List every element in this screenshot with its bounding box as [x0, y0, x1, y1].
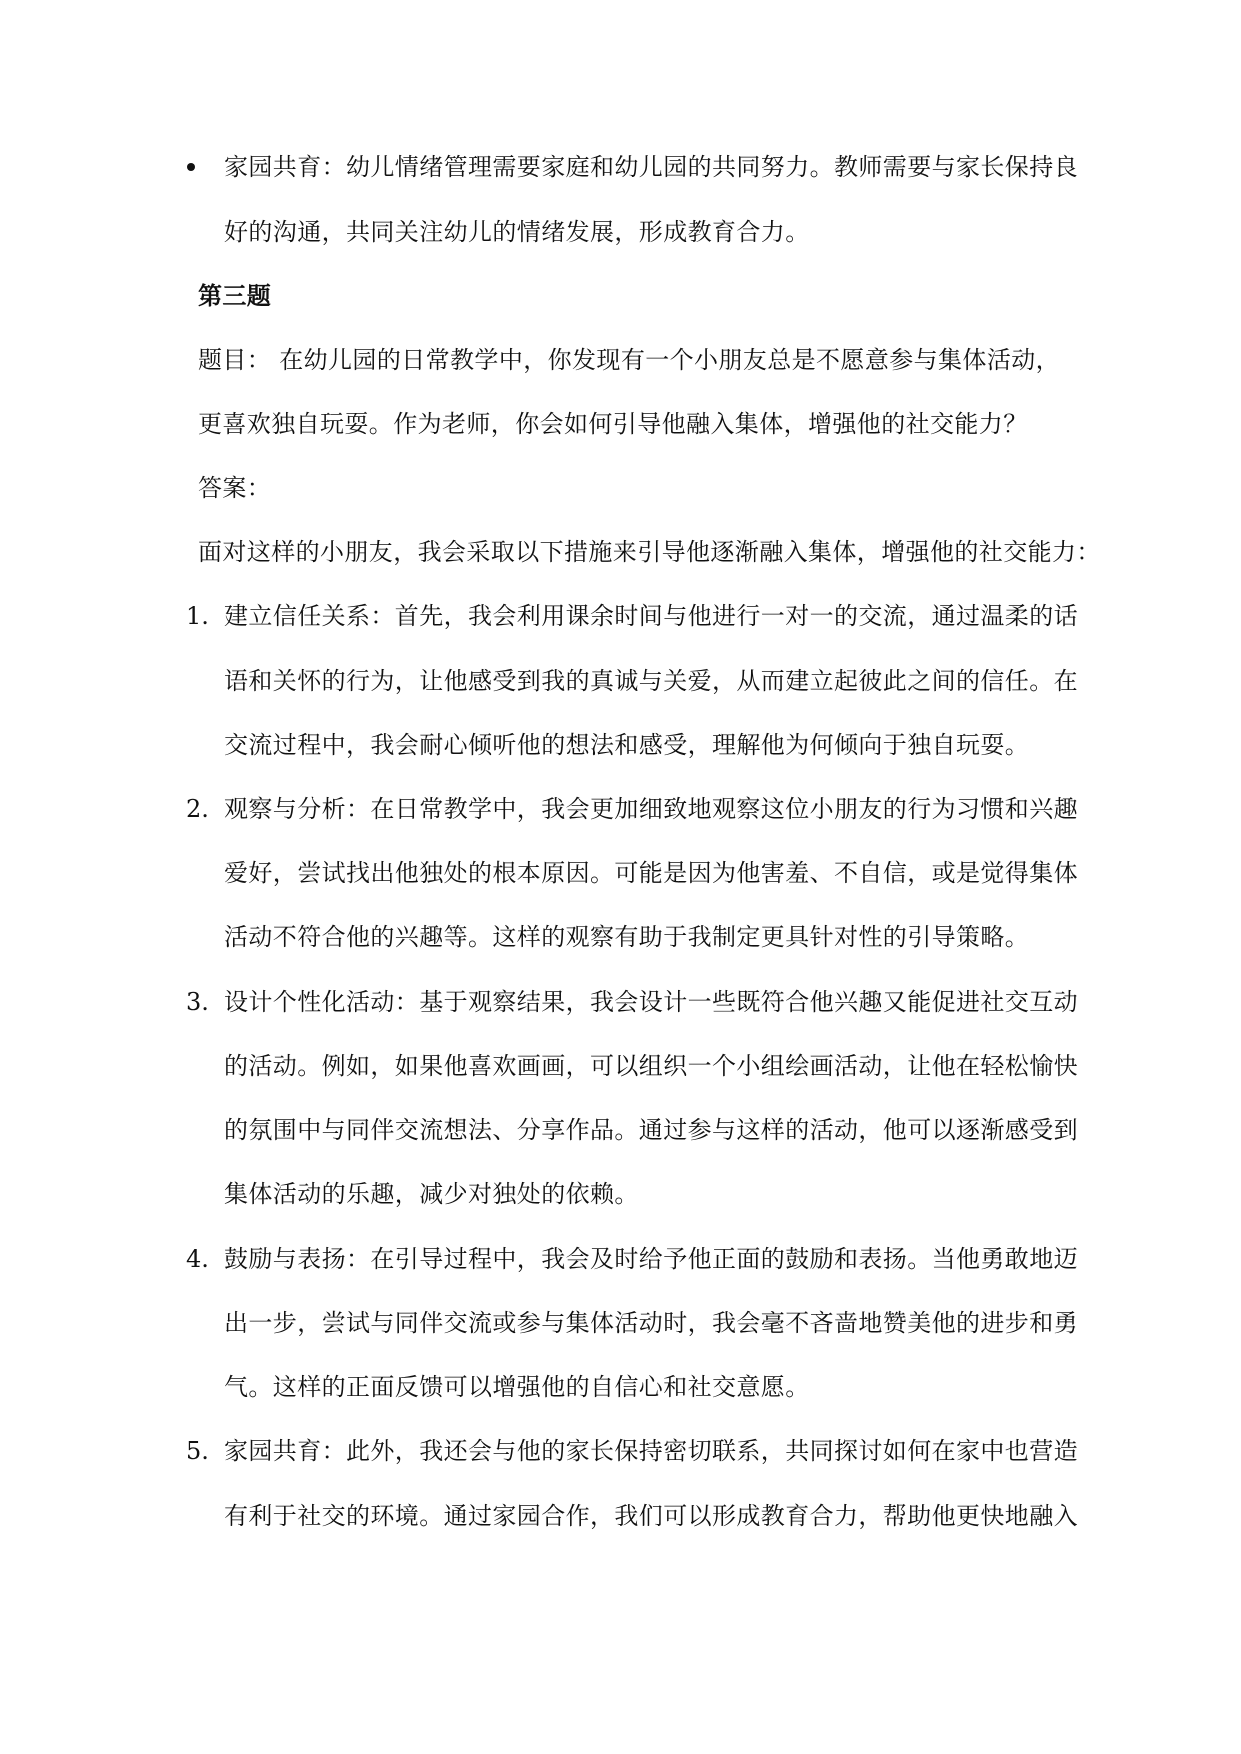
answer-label: 答案： [198, 474, 272, 502]
list-item-2-line-1: 观察与分析：在日常教学中，我会更加细致地观察这位小朋友的行为习惯和兴趣 [224, 795, 1078, 823]
list-item-number-3: 3. [186, 988, 209, 1016]
question-line-2: 更喜欢独自玩耍。作为老师，你会如何引导他融入集体，增强他的社交能力？ [198, 410, 1028, 438]
list-item-2-line-2: 爱好，尝试找出他独处的根本原因。可能是因为他害羞、不自信，或是觉得集体 [224, 859, 1078, 887]
list-item-1-line-3: 交流过程中，我会耐心倾听他的想法和感受，理解他为何倾向于独自玩耍。 [224, 731, 1030, 759]
answer-intro: 面对这样的小朋友，我会采取以下措施来引导他逐渐融入集体，增强他的社交能力： [198, 538, 1101, 566]
list-item-number-5: 5. [186, 1437, 209, 1465]
list-item-3-line-2: 的活动。例如，如果他喜欢画画，可以组织一个小组绘画活动，让他在轻松愉快 [224, 1052, 1078, 1080]
section-title: 第三题 [198, 281, 272, 310]
list-item-5-line-1: 家园共育：此外，我还会与他的家长保持密切联系，共同探讨如何在家中也营造 [224, 1437, 1078, 1465]
list-item-1-line-1: 建立信任关系：首先，我会利用课余时间与他进行一对一的交流，通过温柔的话 [224, 602, 1078, 630]
list-item-4-line-3: 气。这样的正面反馈可以增强他的自信心和社交意愿。 [224, 1373, 810, 1401]
list-item-4-line-2: 出一步，尝试与同伴交流或参与集体活动时，我会毫不吝啬地赞美他的进步和勇 [224, 1309, 1078, 1337]
list-item-number-2: 2. [186, 795, 209, 823]
list-item-3-line-4: 集体活动的乐趣，减少对独处的依赖。 [224, 1180, 639, 1208]
list-item-3-line-3: 的氛围中与同伴交流想法、分享作品。通过参与这样的活动，他可以逐渐感受到 [224, 1116, 1078, 1144]
list-item-3-line-1: 设计个性化活动：基于观察结果，我会设计一些既符合他兴趣又能促进社交互动 [224, 988, 1078, 1016]
list-item-1-line-2: 语和关怀的行为，让他感受到我的真诚与关爱，从而建立起彼此之间的信任。在 [224, 667, 1078, 695]
list-item-2-line-3: 活动不符合他的兴趣等。这样的观察有助于我制定更具针对性的引导策略。 [224, 923, 1030, 951]
bullet-item-line-2: 好的沟通，共同关注幼儿的情绪发展，形成教育合力。 [224, 218, 810, 246]
list-item-4-line-1: 鼓励与表扬：在引导过程中，我会及时给予他正面的鼓励和表扬。当他勇敢地迈 [224, 1245, 1078, 1273]
bullet-point-icon [187, 163, 195, 171]
list-item-number-1: 1. [186, 602, 209, 630]
list-item-5-line-2: 有利于社交的环境。通过家园合作，我们可以形成教育合力，帮助他更快地融入 [224, 1502, 1078, 1530]
list-item-number-4: 4. [186, 1245, 209, 1273]
bullet-item-line-1: 家园共育：幼儿情绪管理需要家庭和幼儿园的共同努力。教师需要与家长保持良 [224, 153, 1078, 181]
question-line-1: 题目： 在幼儿园的日常教学中，你发现有一个小朋友总是不愿意参与集体活动， [198, 346, 1061, 374]
